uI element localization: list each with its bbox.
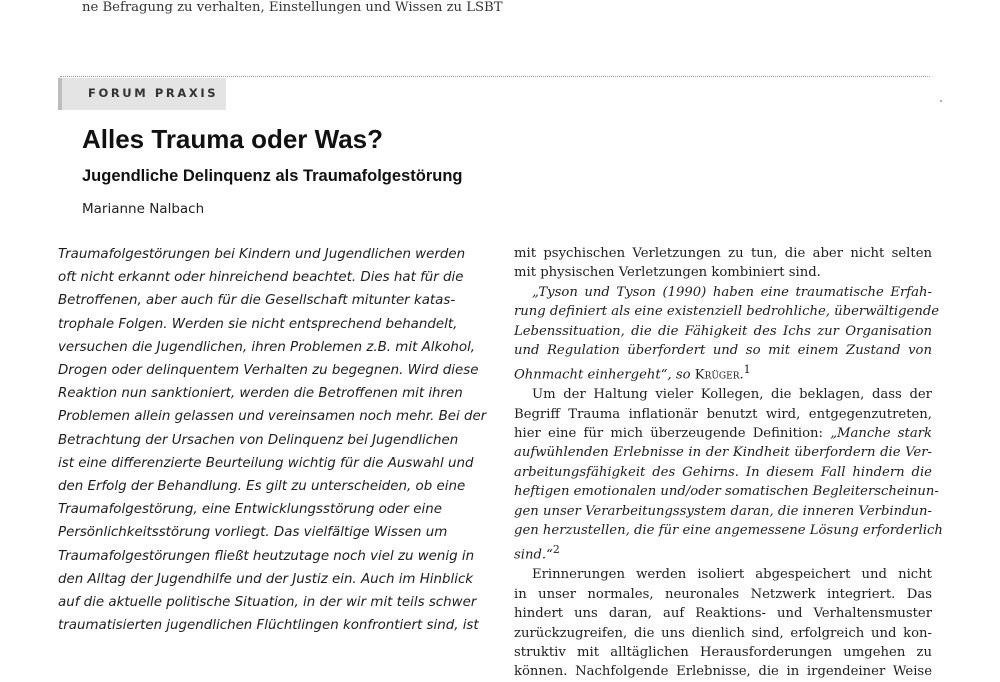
body-line: Um der Haltung vieler Kollegen, die beklagen, dass der [532,387,932,403]
previous-article-tail: ne Befragung zu verhalten, Einstellungen und Wissen zu LSBT [82,0,503,15]
quote-line: „Tyson und Tyson (1990) haben eine traumatische Erfah- [532,284,932,300]
abstract-line: Traumafolgestörungen fließt heutzutage noch viel zu wenig in [58,548,475,564]
abstract-line: Drogen oder delinquentem Verhalten zu begegnen. Wird diese [58,363,479,379]
body-line: Erinnerungen werden isoliert abgespeichert und nicht [532,567,932,583]
abstract-line: auf die aktuelle politische Situation, in der wir mit teils schwer [58,595,477,611]
quote-line-end [514,360,932,385]
abstract-line: Traumafolgestörungen bei Kindern und Jugendlichen werden [58,247,466,262]
quote-line: aufwühlenden Erlebnisse in der Kindheit überfordern die Ver- [514,445,932,461]
body-line: struktiv mit alltäglichen Herausforderungen umgehen zu [514,644,932,660]
section-divider [60,76,930,77]
body-line: in unser normales, neuronales Netzwerk integriert. Das [514,586,932,602]
quote-line: rung definiert als eine existenziell bedrohliche, überwältigende [514,304,940,320]
body-line: Begriff Trauma inflationär benutzt wird, entgegenzutreten, [514,406,932,422]
abstract-line: Betroffenen, aber auch für die Gesellschaft mitunter katas- [58,293,456,309]
abstract-line: Betrachtung der Ursachen von Delinquenz bei Jugendlichen [58,432,459,448]
quote-text: sind.“ [514,547,553,563]
section-label-text: FORUM PRAXIS [88,86,219,100]
footnote-marker-1: 1 [743,363,751,377]
abstract-line: oft nicht erkannt oder hinreichend beachtet. Dies hat für die [58,270,464,286]
quote-line: gen unser Verarbeitungssystem daran, die inneren Verbindun- [514,503,932,519]
abstract-line: trophale Folgen. Werden sie nicht entsprechend behandelt, [58,316,458,332]
body-line: mit psychischen Verletzungen zu tun, die aber nicht selten [514,246,932,261]
article-author: Marianne Nalbach [82,201,205,217]
abstract-line: Persönlichkeitsstörung vorliegt. Das vielfältige Wissen um [58,525,448,541]
article-subtitle: Jugendliche Delinquenz als Traumafolgestörung [82,167,463,185]
quote-start: „Manche stark [830,426,933,442]
body-text: hier eine für mich überzeugende Definition: [514,426,831,442]
quote-line: arbeitungsfähigkeit des Gehirns. In diesem Fall hindern die [514,464,932,480]
abstract-line: Problemen allein gelassen und vereinsamen noch mehr. Bei der [58,409,487,425]
quote-text: Ohnmacht einhergeht“, so [514,367,695,383]
abstract-line: Reaktion nun sanktioniert, werden die Betroffenen mit ihren [58,386,463,402]
quote-line: und Regulation überfordert und so mit einem Zustand von [514,343,932,359]
article-title: Alles Trauma oder Was? [82,124,384,154]
body-line-mixed [514,424,932,443]
body-line: können. Nachfolgende Erlebnisse, die in irgendeiner Weise [514,664,932,680]
abstract-line: den Erfolg der Behandlung. Es gilt zu unterscheiden, ob eine [58,479,466,495]
cited-author: Krüger [694,367,740,383]
scan-speck [940,100,942,102]
body-column [514,244,943,682]
abstract-line: traumatisierten jugendlichen Flüchtlingen konfrontiert sind, ist [58,618,479,634]
section-label [58,78,226,110]
abstract-column [58,243,487,637]
quote-line: Lebenssituation, die die Fähigkeit des Ichs zur Organisation [514,323,932,339]
quote-line: gen herzustellen, die für eine angemessene Lösung erforderlich [514,523,943,539]
body-line: mit physischen Verletzungen kombiniert sind. [514,265,821,281]
abstract-line: versuchen die Jugendlichen, ihren Problemen z.B. mit Alkohol, [58,339,476,355]
footnote-marker-2: 2 [552,543,560,557]
quote-line-end [514,540,932,565]
body-line: hindert uns daran, auf Reaktions- und Verhaltensmuster [514,606,932,622]
body-line: zurückzugreifen, die uns dienlich sind, erfolgreich und kon- [514,625,932,641]
abstract-line: den Alltag der Jugendhilfe und der Justiz ein. Auch im Hinblick [58,571,474,587]
quote-line: heftigen emotionalen und/oder somatischen Begleiterscheinun- [514,484,939,500]
abstract-line: Traumafolgestörung, eine Entwicklungsstörung oder eine [58,502,442,518]
period: . [739,367,744,383]
abstract-line: ist eine differenzierte Beurteilung wichtig für die Auswahl und [58,455,474,471]
